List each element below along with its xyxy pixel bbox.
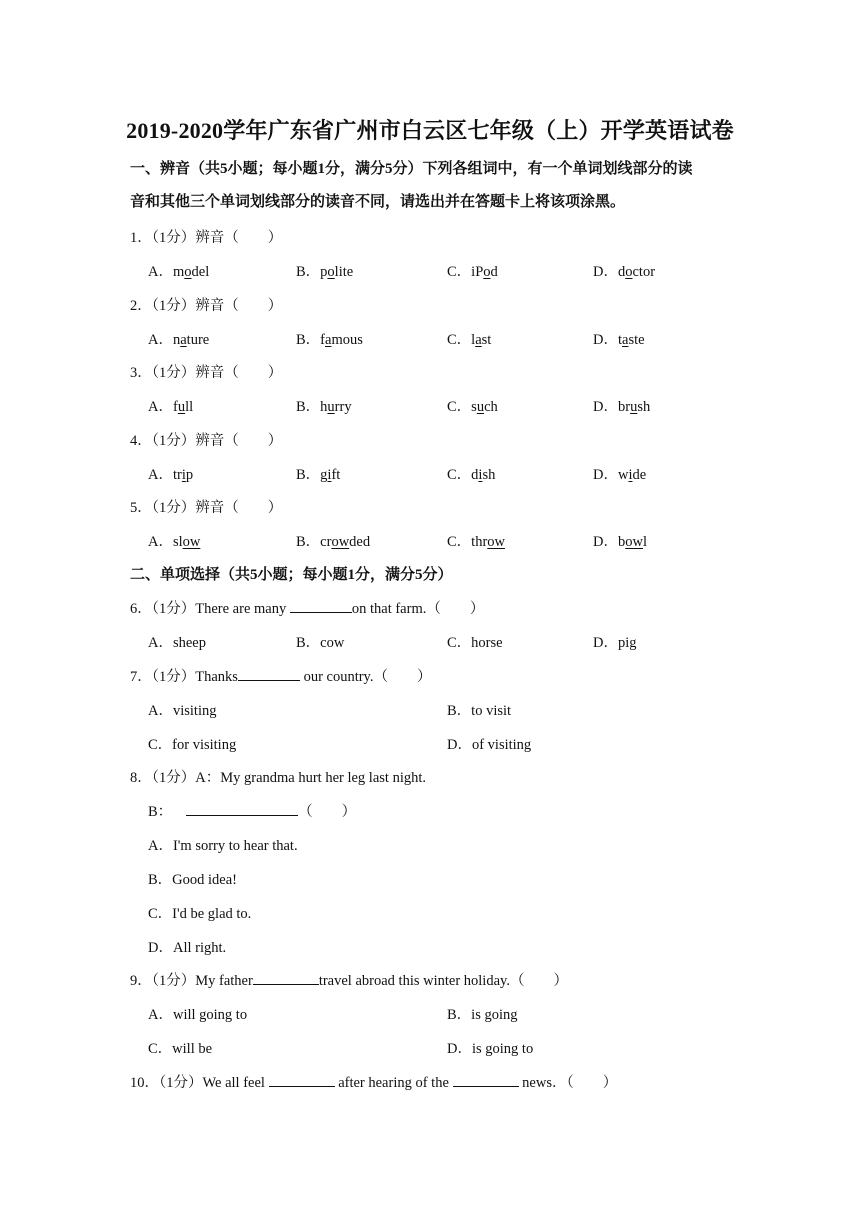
option-pre: m	[172, 264, 185, 280]
option-post: ll	[185, 399, 194, 415]
question-8-option-b[interactable]: B．Good idea!	[148, 872, 237, 888]
question-9-option-a[interactable]: A．will going to	[148, 1007, 248, 1023]
underlined-letters: ow	[487, 534, 506, 550]
option-pre: s	[471, 399, 477, 415]
question-9-text-pre: 9．（1分）My father	[130, 973, 253, 989]
question-7-option-d[interactable]: D．of visiting	[447, 737, 532, 753]
page-title: 2019-2020学年广东省广州市白云区七年级（上）开学英语试卷	[126, 118, 734, 143]
question-10-stem	[130, 1071, 617, 1092]
option-post: ch	[484, 399, 498, 415]
question-7-stem	[130, 665, 432, 686]
question-1-option-b[interactable]	[296, 260, 353, 281]
question-1-option-a[interactable]	[148, 260, 209, 281]
question-1-option-c[interactable]	[447, 260, 498, 281]
option-label: B．	[296, 264, 321, 280]
underlined-letters: u	[327, 399, 335, 415]
option-label: A．	[148, 399, 173, 415]
question-7-option-a[interactable]: A．visiting	[148, 703, 217, 719]
section1-instructions-line1: 一、辨音（共5小题；每小题1分，满分5分）下列各组词中，有一个单词划线部分的读	[130, 161, 693, 177]
underlined-letters: o	[483, 264, 491, 280]
question-9-option-b[interactable]: B．is going	[447, 1007, 518, 1023]
option-label: D．	[593, 331, 618, 348]
question-7-blank[interactable]	[238, 668, 300, 681]
underlined-letters: o	[184, 264, 192, 280]
option-label: D．	[593, 534, 618, 550]
question-3-option-d[interactable]	[593, 395, 650, 416]
option-pre: iP	[471, 264, 484, 280]
option-pre: d	[617, 264, 626, 280]
question-3-option-b[interactable]	[296, 395, 352, 416]
question-6-stem	[130, 597, 484, 618]
option-pre: n	[172, 331, 181, 348]
question-5-option-d[interactable]	[593, 530, 647, 551]
question-1-option-d[interactable]	[593, 260, 655, 281]
option-post: de	[632, 466, 647, 483]
option-label: C．	[447, 264, 472, 280]
question-7-text-post: our country.（ ）	[299, 669, 432, 685]
question-8-blank[interactable]	[186, 803, 298, 816]
question-6-option-a[interactable]: A．sheep	[148, 635, 206, 651]
question-6-option-c[interactable]: C．horse	[447, 635, 503, 651]
underlined-letters: i	[327, 466, 332, 483]
option-post: lite	[334, 264, 354, 280]
underlined-letters: ow	[625, 534, 643, 550]
underlined-letters: o	[625, 264, 633, 280]
question-9-blank[interactable]	[253, 972, 319, 985]
question-4-option-c[interactable]	[447, 463, 495, 484]
option-label: A．	[148, 534, 173, 550]
option-post: sh	[482, 466, 496, 483]
option-pre: b	[617, 534, 626, 550]
option-pre: thr	[471, 534, 488, 550]
question-3-stem: 3．（1分）辨音（ ）	[130, 365, 283, 381]
underlined-letters: u	[177, 399, 186, 415]
underlined-letters: a	[622, 331, 629, 348]
question-8-line2	[148, 800, 356, 821]
question-1-stem: 1．（1分）辨音（ ）	[130, 230, 283, 246]
question-4-option-a[interactable]	[148, 463, 193, 484]
question-7-option-b[interactable]: B．to visit	[447, 703, 512, 719]
section1-instructions-line2: 音和其他三个单词划线部分的读音不同，请选出并在答题卡上将该项涂黑。	[130, 194, 626, 210]
option-label: A．	[148, 331, 173, 348]
question-6-text-pre: 6．（1分）There are many	[130, 601, 290, 617]
question-2-option-d[interactable]	[593, 328, 645, 349]
underlined-letters: a	[475, 331, 482, 348]
option-pre: f	[320, 331, 326, 348]
question-9-stem	[130, 969, 568, 990]
question-6-text-post: on that farm.（ ）	[351, 601, 485, 617]
question-7-text-pre: 7．（1分）Thanks	[130, 669, 238, 685]
underlined-letters: ow	[331, 534, 350, 550]
option-pre: h	[320, 399, 328, 415]
question-6-option-d[interactable]: D．pig	[593, 635, 637, 651]
question-5-option-a[interactable]	[148, 530, 200, 551]
question-10-blank-1[interactable]	[269, 1074, 335, 1087]
option-pre: d	[471, 466, 479, 483]
option-pre: f	[172, 399, 178, 415]
question-10-text-post: news．（ ）	[518, 1075, 618, 1091]
option-post: p	[185, 466, 194, 483]
question-8-option-a[interactable]: A．I'm sorry to hear that.	[148, 838, 298, 854]
option-pre: w	[617, 466, 629, 483]
option-post: ft	[331, 466, 341, 483]
question-9-text-post: travel abroad this winter holiday.（ ）	[318, 973, 568, 989]
option-label: A．	[148, 466, 173, 483]
question-7-option-c[interactable]: C．for visiting	[148, 737, 237, 753]
option-label: C．	[447, 331, 472, 348]
underlined-letters: i	[181, 466, 186, 483]
option-post: ded	[349, 534, 371, 550]
option-label: D．	[593, 399, 618, 415]
underlined-letters: u	[476, 399, 485, 415]
question-6-option-b[interactable]: B．cow	[296, 635, 345, 651]
option-post: del	[191, 264, 210, 280]
option-pre: t	[617, 331, 623, 348]
option-label: C．	[447, 534, 472, 550]
option-pre: g	[320, 466, 328, 483]
question-8-b-label: B：	[148, 804, 173, 820]
option-pre: br	[617, 399, 631, 415]
option-label: C．	[447, 399, 472, 415]
question-4-option-b[interactable]	[296, 463, 340, 484]
section2-heading: 二、单项选择（共5小题；每小题1分，满分5分）	[130, 567, 453, 583]
option-post: ture	[186, 331, 210, 348]
underlined-letters: o	[327, 264, 335, 280]
underlined-letters: i	[478, 466, 483, 483]
underlined-letters: u	[630, 399, 638, 415]
question-2-option-b[interactable]	[296, 328, 363, 349]
option-pre: l	[471, 331, 476, 348]
underlined-letters: a	[325, 331, 332, 348]
option-post: d	[490, 264, 498, 280]
question-5-option-c[interactable]	[447, 530, 505, 551]
underlined-letters: ow	[182, 534, 201, 550]
option-pre: cr	[320, 534, 332, 550]
question-8-line1: 8．（1分）A：My grandma hurt her leg last night.	[130, 770, 426, 786]
option-label: B．	[296, 331, 321, 348]
question-6-blank[interactable]	[290, 600, 352, 613]
option-post: sh	[637, 399, 651, 415]
question-5-stem: 5．（1分）辨音（ ）	[130, 500, 283, 516]
question-2-stem: 2．（1分）辨音（ ）	[130, 297, 283, 314]
option-pre: tr	[172, 466, 182, 483]
option-post: mous	[331, 331, 363, 348]
question-4-option-d[interactable]	[593, 463, 646, 484]
question-4-stem: 4．（1分）辨音（ ）	[130, 432, 283, 449]
option-pre: p	[320, 264, 328, 280]
question-3-option-c[interactable]	[447, 395, 498, 416]
option-pre: sl	[172, 534, 183, 550]
question-9-option-c[interactable]: C．will be	[148, 1041, 213, 1057]
question-10-text-mid: after hearing of the	[334, 1075, 453, 1091]
option-label: B．	[296, 466, 321, 483]
question-8-option-c[interactable]: C．I'd be glad to.	[148, 906, 252, 922]
question-3-option-a[interactable]	[148, 395, 193, 416]
question-8-b-post: （ ）	[298, 804, 357, 820]
option-post: ctor	[632, 264, 656, 280]
question-8-option-d[interactable]: D．All right.	[148, 940, 227, 956]
question-2-option-c[interactable]	[447, 328, 491, 349]
option-label: D．	[593, 466, 618, 483]
option-label: A．	[148, 264, 173, 280]
option-post: rry	[334, 399, 352, 415]
underlined-letters: i	[628, 466, 633, 483]
option-label: D．	[593, 264, 618, 280]
option-label: B．	[296, 399, 321, 415]
question-9-option-d[interactable]: D．is going to	[447, 1041, 534, 1057]
option-post: st	[481, 331, 492, 348]
question-10-text-pre: 10．（1分）We all feel	[130, 1075, 269, 1091]
underlined-letters: a	[180, 331, 187, 348]
option-post: ste	[628, 331, 645, 348]
option-label: B．	[296, 534, 321, 550]
option-post: l	[642, 534, 647, 550]
option-label: C．	[447, 466, 472, 483]
question-5-option-b[interactable]	[296, 530, 370, 551]
question-10-blank-2[interactable]	[453, 1074, 519, 1087]
question-2-option-a[interactable]	[148, 328, 209, 349]
